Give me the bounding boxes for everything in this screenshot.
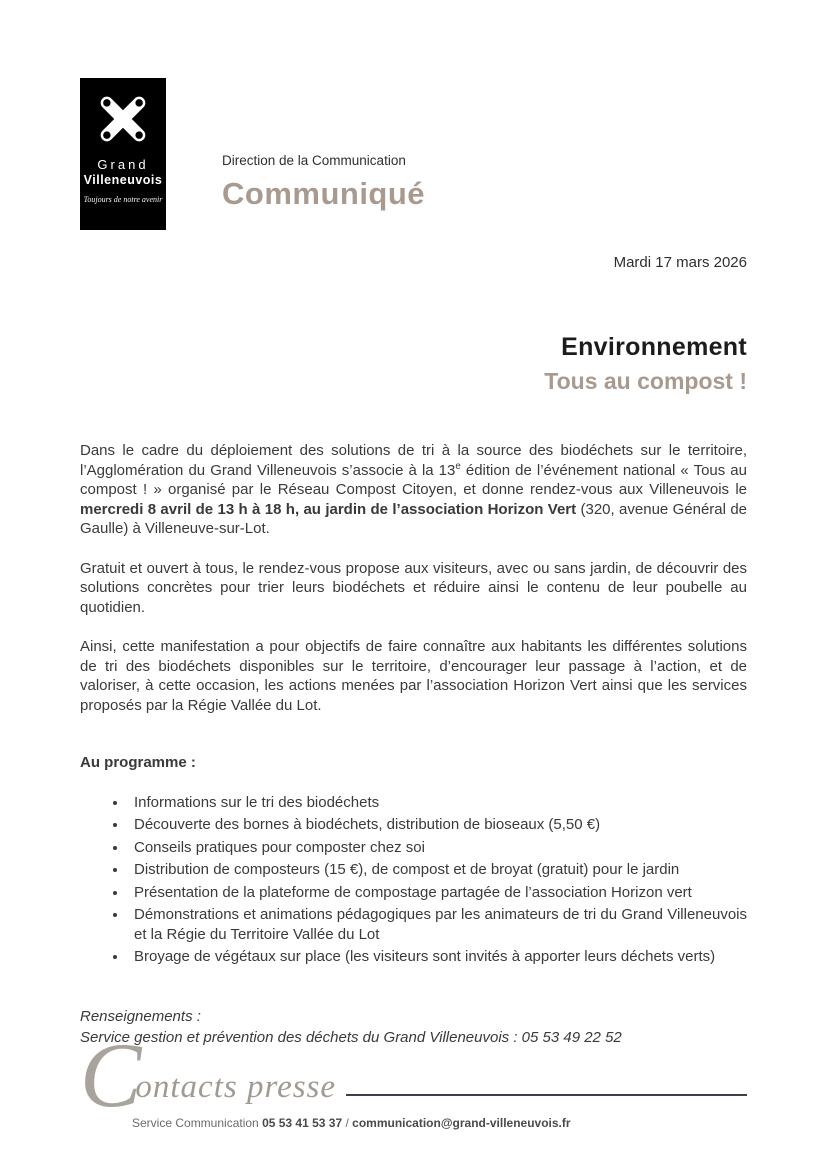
program-item: • Broyage de végétaux sur place (les visiteurs sont invités à apporter leurs déchets verts)	[128, 947, 747, 967]
paragraph-free-entry: Gratuit et ouvert à tous, le rendez-vous propose aux visiteurs, avec ou sans jardin, de découvrir des solutions concrètes pour trier leurs biodéchets et réduire ainsi le contenu de leur poubelle au quotidien.	[80, 559, 747, 616]
text-segment: (320, avenue Général de Gaulle) à Villeneuve-sur-Lot.	[80, 500, 748, 537]
page-title: Environnement	[561, 333, 747, 361]
logo-name-line2: Villeneuvois	[83, 173, 163, 187]
text-segment: édition de l’événement national « Tous au compost ! » organisé par le Réseau Compost Citoyen, et donne rendez-vous aux Villeneuvois le	[80, 461, 747, 498]
logo	[80, 78, 166, 230]
text-segment: communication@grand-villeneuvois.fr	[352, 1115, 571, 1130]
contact-line: Service gestion et prévention des déchets du Grand Villeneuvois : 05 53 49 22 52	[80, 1029, 622, 1046]
department-label: Direction de la Communication	[222, 153, 406, 168]
page-subtitle: Tous au compost !	[544, 368, 747, 394]
contacts-initial: C	[80, 1024, 142, 1126]
contacts-rest: ontacts presse	[135, 1068, 337, 1105]
program-item: • Distribution de composteurs (15 €), de compost et de broyat (gratuit) pour le jardin	[128, 860, 747, 880]
text-segment: e	[455, 460, 461, 472]
text-segment: /	[342, 1115, 353, 1130]
date: Mardi 17 mars 2026	[613, 254, 747, 271]
title-block	[80, 333, 747, 395]
text-segment: mercredi 8 avril de 13 h à 18 h, au jardin de l’association Horizon Vert	[80, 500, 577, 518]
paragraph-intro	[80, 441, 747, 539]
program-item: • Conseils pratiques pour composter chez soi	[128, 838, 747, 858]
program-item: • Démonstrations et animations pédagogiques par les animateurs de tri du Grand Villeneuvois et la Régie du Territoire Vallée du Lot	[128, 905, 747, 944]
document-type-title: Communiqué	[222, 176, 426, 211]
contact-label: Renseignements :	[80, 1007, 201, 1025]
body-copy	[80, 441, 747, 1048]
program-list	[80, 793, 747, 967]
paragraph-objectives: Ainsi, cette manifestation a pour objectifs de faire connaître aux habitants les différentes solutions de tri des biodéchets disponibles sur le territoire, d’encourager leur passage à l’action, et de valoriser, à cette occasion, les actions menées par l’association Horizon Vert ainsi que les services proposés par la Régie Vallée du Lot.	[80, 638, 747, 714]
text-segment: Service Communication	[132, 1115, 263, 1130]
program-item: • Présentation de la plateforme de compostage partagée de l’association Horizon vert	[128, 883, 747, 903]
program-heading: Au programme :	[80, 754, 196, 771]
footer-rule	[346, 1094, 747, 1096]
logo-tagline: Toujours de notre avenir	[83, 195, 163, 204]
text-segment: Dans le cadre du déploiement des solutions de tri à la source des biodéchets sur le territoire, l’Agglomération du Grand Villeneuvois s’associe à la 13	[80, 442, 747, 479]
logo-x-icon	[92, 88, 154, 150]
header	[80, 0, 827, 230]
footer-contact-line	[132, 1116, 747, 1130]
program-item: • Informations sur le tri des biodéchets	[128, 793, 747, 813]
header-text	[222, 153, 425, 230]
logo-name-line1: Grand	[97, 157, 149, 172]
program-item: • Découverte des bornes à biodéchets, distribution de bioseaux (5,50 €)	[128, 815, 747, 835]
text-segment: 05 53 41 53 37	[262, 1115, 343, 1130]
